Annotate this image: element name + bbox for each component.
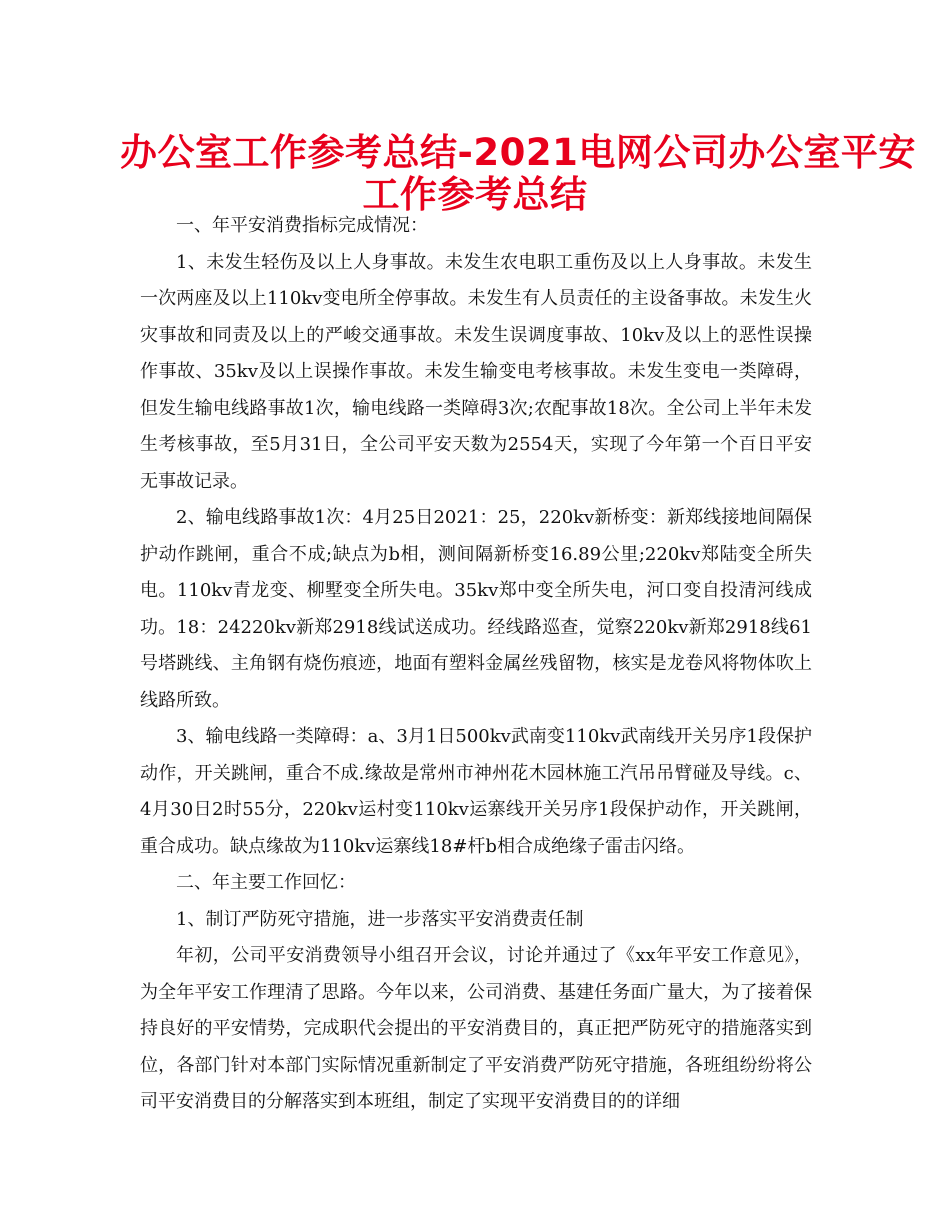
document-title-line-1: 办公室工作参考总结-2021电网公司办公室平安: [120, 131, 916, 174]
document-body: [140, 208, 812, 1121]
document-title-line-2: 工作参考总结: [362, 173, 588, 216]
section-heading: 一、年平安消费指标完成情况：: [176, 215, 428, 236]
section-heading: 二、年主要工作回忆：: [176, 872, 356, 893]
body-paragraph: 2、输电线路事故1次：4月25日2021：25，220kv新桥变：新郑线接地间隔保护动作跳闸，重合不成;缺点为b相，测间隔新桥变16.89公里;220kv郑陆变全所失电。110kv青龙变、柳墅变全所失电。35kv郑中变全所失电，河口变自投清河线成功。18：24220kv新郑2918线试送成功。经线路巡查，觉察220kv新郑2918线61号塔跳线、主角钢有烧伤痕迹，地面有塑料金属丝残留物，核实是龙卷风将物体吹上线路所致。: [140, 507, 812, 711]
subsection-heading: 1、制订严防死守措施，进一步落实平安消费责任制: [176, 908, 584, 930]
body-paragraph: 1、未发生轻伤及以上人身事故。未发生农电职工重伤及以上人身事故。未发生一次两座及以上110kv变电所全停事故。未发生有人员责任的主设备事故。未发生火灾事故和同责及以上的严峻交通事故。未发生误调度事故、10kv及以上的恶性误操作事故、35kv及以上误操作事故。未发生输变电考核事故。未发生变电一类障碍，但发生输电线路事故1次，输电线路一类障碍3次;农配事故18次。全公司上半年未发生考核事故，至5月31日，全公司平安天数为2554天，实现了今年第一个百日平安无事故记录。: [140, 251, 812, 492]
body-paragraph: 年初，公司平安消费领导小组召开会议，讨论并通过了《xx年平安工作意见》，为全年平安工作理清了思路。今年以来，公司消费、基建任务面广量大，为了接着保持良好的平安情势，完成职代会提出的平安消费目的，真正把严防死守的措施落实到位，各部门针对本部门实际情况重新制定了平安消费严防死守措施，各班组纷纷将公司平安消费目的分解落实到本班组，制定了实现平安消费目的的详细: [140, 945, 812, 1112]
body-paragraph: 3、输电线路一类障碍：a、3月1日500kv武南变110kv武南线开关另序1段保护动作，开关跳闸，重合不成.缘故是常州市神州花木园林施工汽吊吊臂碰及导线。c、4月30日2时55分，220kv运村变110kv运寨线开关另序1段保护动作，开关跳闸，重合成功。缺点缘故为110kv运寨线18#杆b相合成绝缘子雷击闪络。: [140, 726, 812, 857]
